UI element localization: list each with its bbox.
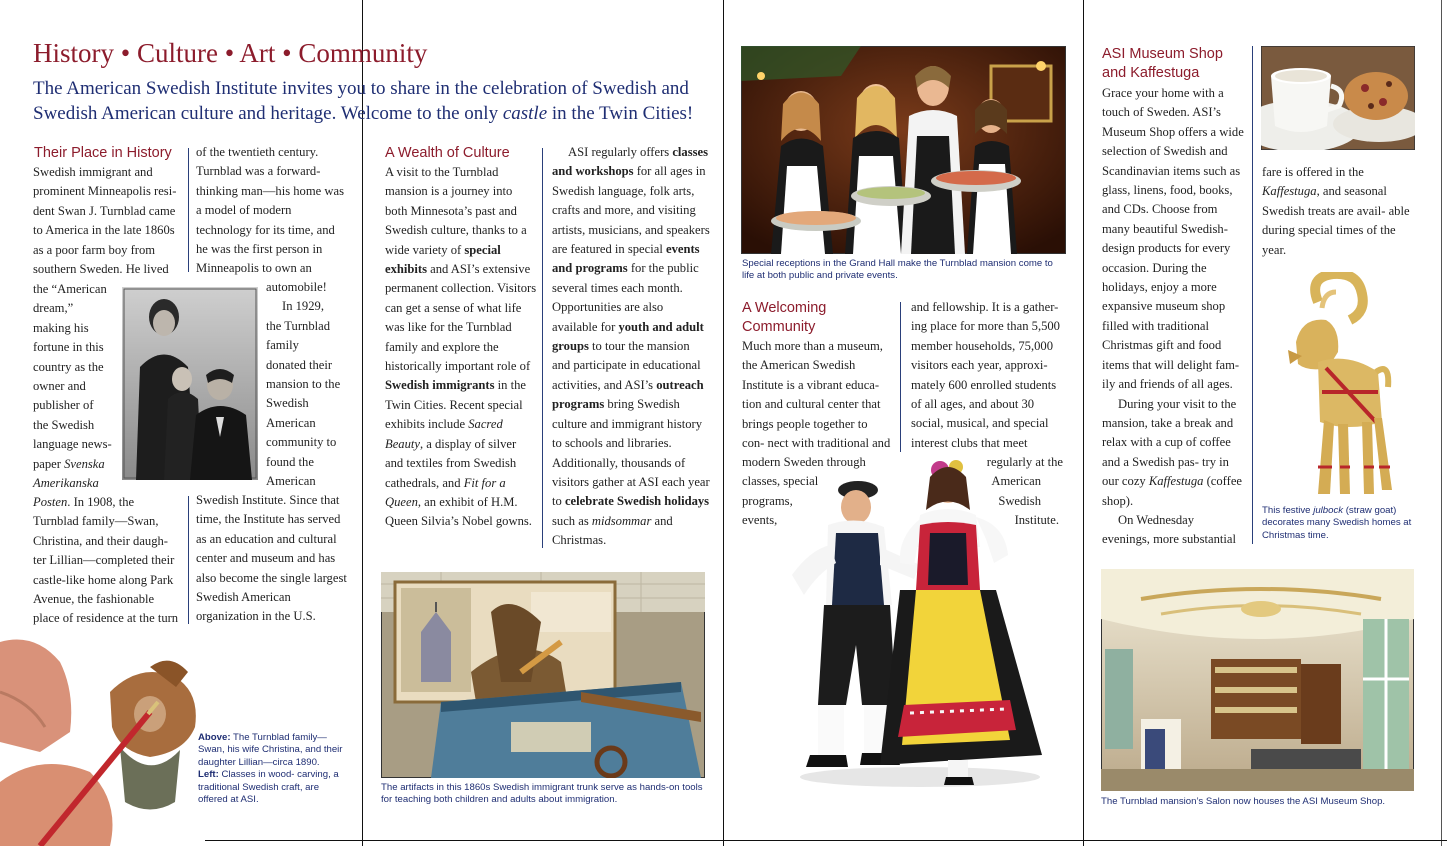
culture-italic: Sacred Beauty (385, 417, 503, 451)
culture-col1 (385, 163, 537, 532)
wrap-line (33, 474, 123, 493)
caption-text: (straw goat) decorates many Swedish homes at Christmas time. (1262, 505, 1412, 541)
welcome-col1-top: Much more than a museum, the American Swedish Institute is a vibrant educa- tion and cultural center that brings people together to con- nect with traditional and (742, 339, 891, 451)
culture-bold: celebrate Swedish holidays (564, 494, 710, 509)
page-title: History • Culture • Art • Community (33, 38, 428, 68)
shop-heading: ASI Museum Shop and Kaffestuga (1102, 46, 1223, 81)
wrap-line: American (266, 474, 316, 489)
wrap-line: In 1929, (282, 299, 324, 314)
wrap-line: making his (33, 320, 89, 335)
wrap-line: owner and (33, 379, 86, 394)
culture-bold: classes and workshops (552, 145, 709, 179)
intro-text (33, 76, 713, 126)
history-col1-wrap (33, 280, 123, 493)
shop-col2 (1262, 163, 1410, 260)
caption-salon: The Turnblad mansion’s Salon now houses the ASI Museum Shop. (1101, 796, 1386, 807)
wrap-line: programs, (742, 493, 793, 508)
newspaper-name: Svenska (64, 456, 105, 471)
history-col2-wrap (266, 278, 356, 491)
shop-paragraph: On Wednesday evenings, more substantial (1102, 512, 1236, 547)
shop-col1 (1102, 84, 1244, 550)
wrap-line: modern Sweden through (742, 455, 866, 469)
culture-text: A visit to the Turnblad mansion is a journey into both Minnesota’s past and Swedish culture, thanks to a wide variety of (385, 165, 527, 257)
intro-part-1: The American Swedish Institute invites you to share in the celebration of Swedish and Swedish American culture and heritage. Welcome to the only (33, 78, 689, 124)
wrap-line: donated their (266, 357, 333, 372)
history-col2-bottom: Swedish Institute. Since that time, the Institute has served as an education and cultural center and museum and has also become the single largest Swedish American organization in the U.S. (196, 493, 347, 624)
column-rule (188, 148, 189, 272)
caption-text: Classes in wood- carving, a traditional Swedish craft, are offered at ASI. (198, 769, 339, 806)
culture-bold: Swedish immigrants (385, 378, 495, 393)
culture-text: ASI regularly offers (568, 145, 673, 159)
culture-bold: outreach programs (552, 377, 704, 412)
column-rule (542, 148, 543, 548)
shop-text: fare is offered in the (1262, 165, 1364, 179)
wrap-line: regularly at the (986, 455, 1063, 469)
wrap-line: Swedish (266, 396, 309, 411)
page-right-edge (1441, 0, 1442, 846)
caption-label: Above: (198, 732, 231, 743)
shop-text: (coffee shop). (1102, 474, 1243, 508)
column-rule (188, 496, 189, 624)
history-col2-top: of the twentieth century. Turnblad was a forward- thinking man—his home was a model of modern technology for its time, and he was the first person in Minneapolis to own an (196, 145, 344, 276)
culture-text: in the Twin Cities. Recent special exhibits include (385, 378, 526, 432)
culture-bold: youth and adult groups (552, 319, 704, 354)
wrap-line: country as the (33, 359, 104, 374)
wrap-line: Swedish (998, 493, 1041, 508)
shop-text: During your visit to the mansion, take a break and relax with a cup of coffee and a Swedish pas- try in our cozy (1102, 396, 1237, 489)
intro-castle: castle (502, 103, 548, 124)
column-rule (900, 302, 901, 452)
caption-italic: julbock (1313, 505, 1344, 516)
wrap-line: dream,” (33, 301, 74, 316)
shop-italic: Kaffestuga (1148, 474, 1204, 489)
culture-text: , a display of silver and textiles from Swedish cathedrals, and (385, 436, 517, 490)
caption-label: Left: (198, 769, 219, 781)
culture-italic: midsommar (591, 513, 652, 528)
caption-straw-goat (1262, 505, 1417, 542)
wrap-line: events, (742, 513, 778, 528)
wrap-line: the Swedish (33, 417, 95, 432)
culture-text: and ASI’s extensive permanent collection. Visitors can get a sense of what life was like for the Turnblad family and explore the historically important role of (385, 262, 537, 374)
wrap-line: the “American (33, 282, 107, 296)
culture-text: to tour the mansion and participate in educational activities, and ASI’s (552, 339, 701, 392)
history-col1-bottom-text: . In 1908, the Turnblad family—Swan, Christina, and their daugh- ter Lillian—completed their castle-like home along Park Avenue, the fashionable place of residence at the turn (33, 495, 179, 626)
history-col1-top: Swedish immigrant and prominent Minneapolis resi- dent Swan J. Turnblad came to America in the late 1860s as a poor farm boy from southern Sweden. He lived (33, 165, 177, 277)
wrap-line: language news- (33, 437, 112, 452)
culture-text: bring Swedish culture and immigrant history to schools and libraries. Additionally, thousands of visitors gather at ASI each year to (552, 397, 710, 509)
wrap-line: American (991, 474, 1041, 489)
newspaper-name: Posten (33, 495, 68, 509)
wrap-line: the Turnblad (266, 318, 331, 333)
wrap-line: fortune in this (33, 340, 104, 355)
culture-text: and Christmas. (552, 513, 673, 548)
photo-family (122, 287, 258, 480)
culture-text: for the public several times each month. Opportunities are also available for (552, 261, 699, 334)
photo-coffee (1261, 46, 1415, 150)
shop-paragraph (1102, 395, 1244, 511)
shop-paragraph: Grace your home with a touch of Sweden. ASI’s Museum Shop offers a wide selection of Swedish and Scandinavian items such as glass, linens, food, books, and CDs. Choose from many beautiful Swedish-design products for every occasion. During the holidays, enjoy a more expansive museum shop filled with traditional Christmas gift and food items that will delight fam- ily and friends of all ages. (1102, 86, 1244, 392)
shop-text: , and seasonal Swedish treats are avail- able during special times of the year. (1262, 184, 1410, 257)
wrap-line: family (266, 338, 299, 353)
page-bottom-edge (0, 840, 1447, 841)
shop-italic: Kaffestuga (1262, 184, 1317, 199)
wrap-line: Institute. (1014, 513, 1059, 528)
welcome-col2-top: and fellowship. It is a gather- ing place for more than 5,500 member households, 75,000 visitors each year, approxi- mately 600 enrolled students of all ages, and about 30 social, musical, and special interest clubs that meet (911, 300, 1060, 450)
photo-straw-goat (1278, 272, 1396, 500)
column-rule (1252, 46, 1253, 544)
wrap-line: publisher of (33, 398, 94, 413)
photo-woodcarving (0, 632, 205, 846)
history-col1-bottom (33, 493, 181, 629)
photo-reception (741, 46, 1066, 254)
culture-col2 (552, 143, 710, 551)
fold-line-2 (723, 0, 724, 846)
caption-family-carving (198, 732, 343, 806)
wrap-line: community to (266, 435, 337, 450)
photo-trunk (381, 572, 705, 778)
culture-bold: special exhibits (385, 242, 501, 277)
culture-bold: events and programs (552, 242, 700, 276)
fold-line-1 (362, 0, 363, 846)
culture-italic: Fit for a Queen (385, 475, 506, 509)
wrap-line (33, 455, 123, 474)
caption-text: The Turnblad family—Swan, his wife Christina, and their daughter Lillian—circa 1890. (198, 732, 343, 768)
wrap-line: American (266, 415, 316, 430)
culture-text: , an exhibit of H.M. Queen Silvia’s Nobel gowns. (385, 494, 532, 529)
wrap-line: classes, special (742, 474, 819, 489)
fold-line-3 (1083, 0, 1084, 846)
wrap-line: mansion to the (266, 377, 341, 392)
caption-text: This festive (1262, 505, 1314, 516)
culture-text: for all ages in Swedish language, folk arts, crafts and more, and visiting artists, musicians, and speakers are featured in special (552, 164, 710, 257)
culture-text: such as (552, 513, 592, 528)
culture-heading: A Wealth of Culture (385, 145, 510, 161)
welcome-heading: A Welcoming Community (742, 300, 827, 335)
wrap-text: paper (33, 456, 65, 471)
history-heading: Their Place in History (34, 145, 172, 161)
caption-reception: Special receptions in the Grand Hall make the Turnblad mansion come to life at both public and private events. (742, 258, 1053, 282)
wrap-line: automobile! (266, 280, 327, 294)
photo-salon (1101, 569, 1414, 791)
wrap-line: found the (266, 454, 314, 469)
intro-part-2: in the Twin Cities! (547, 103, 694, 124)
newspaper-name: Amerikanska (33, 476, 99, 491)
caption-trunk: The artifacts in this 1860s Swedish immigrant trunk serve as hands-on tools for teaching both children and adults about immigration. (381, 782, 703, 806)
photo-dancers (780, 455, 1052, 790)
